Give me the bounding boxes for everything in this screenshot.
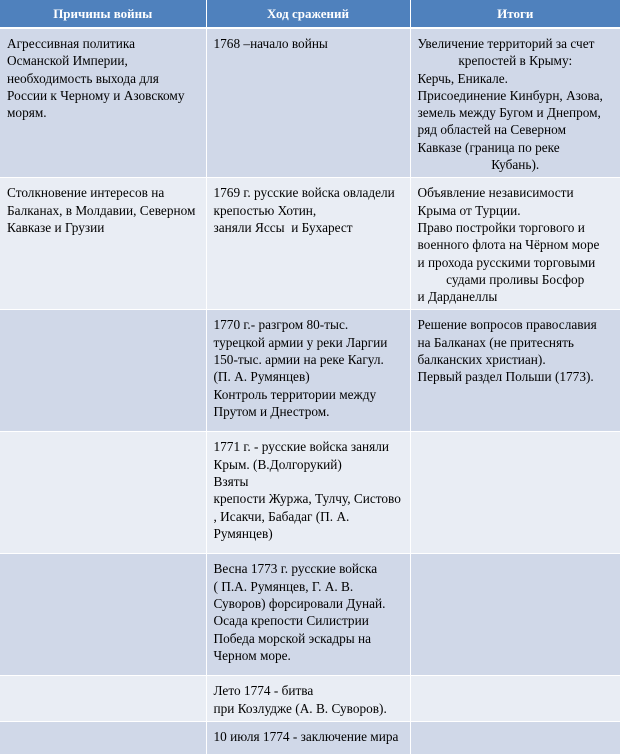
table-row	[0, 554, 620, 676]
table-row	[0, 310, 620, 432]
cell-line: Суворов) форсировали Дунай.	[213, 596, 386, 612]
cell-line: заняли Яссы и Бухарест	[213, 219, 353, 235]
cell-line: 1768 –начало войны	[213, 36, 328, 51]
cell-causes	[0, 28, 206, 178]
cell-line: морям.	[7, 105, 47, 121]
cell-line: крепостью Хотин,	[213, 202, 317, 218]
cell-causes	[0, 554, 206, 676]
cell-line: Столкновение интересов на	[7, 185, 165, 201]
cell-line: России к Черному и Азовскому	[7, 87, 185, 103]
cell-line: Право постройки торгового и	[417, 219, 585, 235]
cell-line: Контроль территории между	[213, 386, 377, 402]
table-row	[0, 432, 620, 554]
cell-line: судами проливы Босфор	[446, 271, 585, 287]
cell-line: Румянцев)	[213, 525, 273, 541]
cell-line: ряд областей на Северном	[417, 122, 566, 138]
cell-line: 1769 г. русские войска овладели	[213, 185, 395, 201]
cell-results	[410, 28, 620, 178]
cell-line: Решение вопросов православия	[417, 317, 597, 333]
cell-battles	[206, 554, 410, 676]
cell-line: Осада крепости Силистрии	[213, 613, 369, 629]
cell-line: Первый раздел Польши (1773).	[417, 369, 594, 385]
cell-causes	[0, 676, 206, 722]
cell-battles	[206, 676, 410, 722]
cell-line: крепостей в Крыму:	[458, 53, 573, 69]
cell-results	[410, 310, 620, 432]
cell-line: земель между Бугом и Днепром,	[417, 105, 601, 121]
cell-results	[410, 432, 620, 554]
table-row	[0, 28, 620, 178]
cell-causes	[0, 178, 206, 310]
cell-causes	[0, 310, 206, 432]
cell-line: Черном море.	[213, 647, 291, 663]
cell-line: Весна 1773 г. русские войска	[213, 561, 378, 577]
cell-line: Балканах, в Молдавии, Северном	[7, 202, 196, 218]
cell-line: при Козлудже (А. В. Суворов).	[213, 700, 387, 716]
cell-causes	[0, 432, 206, 554]
cell-line: Прутом и Днестром.	[213, 403, 330, 419]
cell-line: ( П.А. Румянцев, Г. А. В.	[213, 578, 354, 594]
cell-line: Объявление независимости	[417, 185, 574, 201]
cell-line: необходимость выхода для	[7, 70, 159, 86]
cell-line: крепости Журжа, Тулчу, Систово	[213, 491, 401, 507]
table-row	[0, 722, 620, 755]
cell-line: Крым. (В.Долгорукий)	[213, 456, 342, 472]
header-row	[0, 0, 620, 28]
cell-line: Кубань).	[491, 157, 540, 173]
table-row	[0, 676, 620, 722]
cell-line: , Исакчи, Бабадаг (П. А.	[213, 508, 350, 524]
cell-line: 10 июля 1774 - заключение мира	[213, 729, 399, 745]
cell-results	[410, 178, 620, 310]
cell-line: Агрессивная политика	[7, 36, 136, 51]
cell-results	[410, 722, 620, 755]
cell-line: Взяты	[213, 474, 249, 490]
cell-line: военного флота на Чёрном море	[417, 237, 600, 253]
cell-battles	[206, 28, 410, 178]
cell-causes	[0, 722, 206, 755]
table-row	[0, 178, 620, 310]
cell-line: Лето 1774 - битва	[213, 683, 314, 699]
header-battles: Ход сражений	[206, 0, 410, 28]
cell-line: Кавказе и Грузии	[7, 219, 105, 235]
cell-battles	[206, 310, 410, 432]
cell-battles	[206, 178, 410, 310]
cell-line: Победа морской эскадры на	[213, 630, 372, 646]
cell-line: Керчь, Еникале.	[417, 70, 508, 86]
cell-line: 1770 г.- разгром 80-тыс.	[213, 317, 349, 333]
header-causes: Причины войны	[0, 0, 206, 28]
cell-line: Крыма от Турции.	[417, 202, 521, 218]
cell-battles	[206, 432, 410, 554]
cell-results	[410, 554, 620, 676]
cell-line: (П. А. Румянцев)	[213, 369, 310, 385]
cell-line: Присоединение Кинбурн, Азова,	[417, 87, 603, 103]
cell-line: Увеличение территорий за счет	[417, 36, 595, 51]
cell-line: и прохода русскими торговыми	[417, 254, 596, 270]
cell-line: Кавказе (граница по реке	[417, 139, 560, 155]
cell-line: Османской Империи,	[7, 53, 128, 69]
cell-line: турецкой армии у реки Ларгии	[213, 334, 388, 350]
cell-line: 150-тыс. армии на реке Кагул.	[213, 352, 384, 368]
cell-line: 1771 г. - русские войска заняли	[213, 439, 389, 455]
cell-line: и Дарданеллы	[417, 289, 498, 305]
cell-line: балканских христиан).	[417, 352, 546, 368]
cell-results	[410, 676, 620, 722]
cell-line: на Балканах (не притеснять	[417, 334, 574, 350]
cell-battles	[206, 722, 410, 755]
header-results: Итоги	[410, 0, 620, 28]
